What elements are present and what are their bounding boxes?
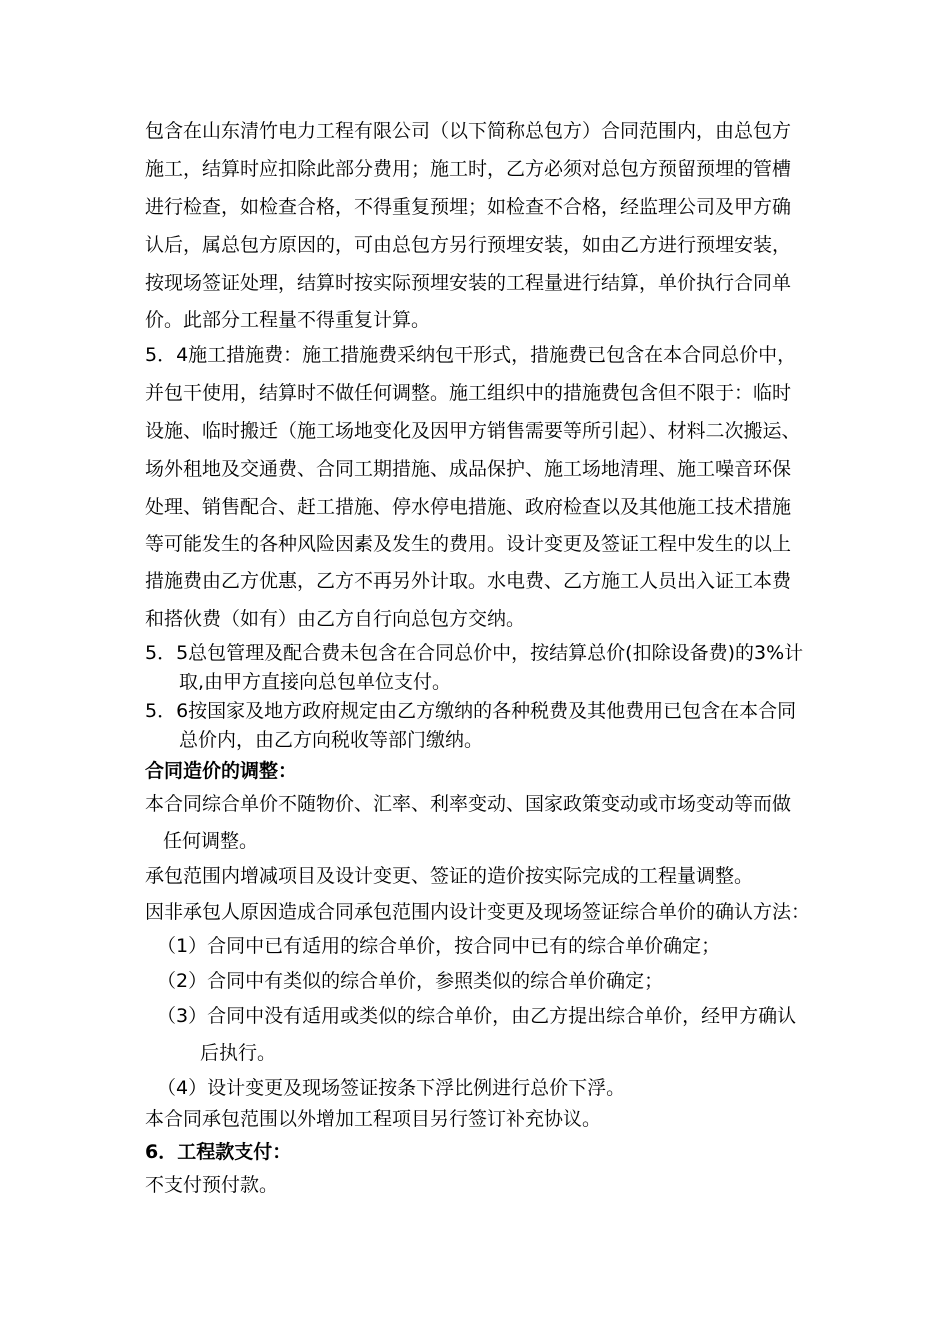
clause-5-6: 5．6按国家及地方政府规定由乙方缴纳的各种税费及其他费用已包含在本合同 (145, 700, 797, 722)
clause-5-5: 5．5总包管理及配合费未包含在合同总价中，按结算总价(扣除设备费)的3%计 (145, 642, 804, 664)
paragraph-line: 和搭伙费（如有）由乙方自行向总包方交纳。 (145, 608, 526, 630)
list-item-4: （4）设计变更及现场签证按条下浮比例进行总价下浮。 (157, 1077, 626, 1099)
paragraph-line: 总价内，由乙方向税收等部门缴纳。 (179, 729, 484, 751)
paragraph-line: 并包干使用，结算时不做任何调整。施工组织中的措施费包含但不限于：临时 (145, 382, 792, 404)
clause-5-4: 5．4施工措施费：施工措施费采纳包干形式，措施费已包含在本合同总价中， (145, 344, 797, 366)
paragraph-line: 本合同承包范围以外增加工程项目另行签订补充协议。 (145, 1108, 602, 1130)
list-item-3: （3）合同中没有适用或类似的综合单价，由乙方提出综合单价，经甲方确认 (157, 1005, 797, 1027)
paragraph-line: 设施、临时搬迁（施工场地变化及因甲方销售需要等所引起）、材料二次搬运、 (145, 420, 801, 442)
paragraph-line: 进行检查，如检查合格，不得重复预埋；如检查不合格，经监理公司及甲方确 (145, 196, 792, 218)
list-item-1: （1）合同中已有适用的综合单价，按合同中已有的综合单价确定； (157, 935, 721, 957)
paragraph-line: 后执行。 (200, 1042, 277, 1064)
paragraph-line: 场外租地及交通费、合同工期措施、成品保护、施工场地清理、施工噪音环保 (145, 458, 792, 480)
section-heading-price-adjustment: 合同造价的调整： (145, 760, 298, 782)
paragraph-line: 认后，属总包方原因的，可由总包方另行预埋安装，如由乙方进行预埋安装， (145, 234, 792, 256)
paragraph-line: 取,由甲方直接向总包单位支付。 (179, 671, 452, 693)
paragraph-line: 措施费由乙方优惠，乙方不再另外计取。水电费、乙方施工人员出入证工本费 (145, 570, 792, 592)
paragraph-line: 包含在山东清竹电力工程有限公司（以下简称总包方）合同范围内，由总包方 (145, 120, 792, 142)
list-item-2: （2）合同中有类似的综合单价，参照类似的综合单价确定； (157, 970, 664, 992)
paragraph-line: 施工，结算时应扣除此部分费用；施工时，乙方必须对总包方预留预埋的管槽 (145, 158, 792, 180)
paragraph-line: 因非承包人原因造成合同承包范围内设计变更及现场签证综合单价的确认方法： (145, 901, 811, 923)
paragraph-line: 任何调整。 (163, 830, 259, 852)
paragraph-line: 价。此部分工程量不得重复计算。 (145, 309, 431, 331)
paragraph-line: 处理、销售配合、赶工措施、停水停电措施、政府检查以及其他施工技术措施 (145, 496, 792, 518)
section-heading-payment: 6．工程款支付： (145, 1141, 292, 1163)
paragraph-line: 承包范围内增减项目及设计变更、签证的造价按实际完成的工程量调整。 (145, 865, 754, 887)
paragraph-line: 等可能发生的各种风险因素及发生的费用。设计变更及签证工程中发生的以上 (145, 533, 792, 555)
paragraph-line: 按现场签证处理，结算时按实际预埋安装的工程量进行结算，单价执行合同单 (145, 272, 792, 294)
paragraph-line: 本合同综合单价不随物价、汇率、利率变动、国家政策变动或市场变动等而做 (145, 793, 792, 815)
paragraph-line: 不支付预付款。 (145, 1174, 279, 1196)
